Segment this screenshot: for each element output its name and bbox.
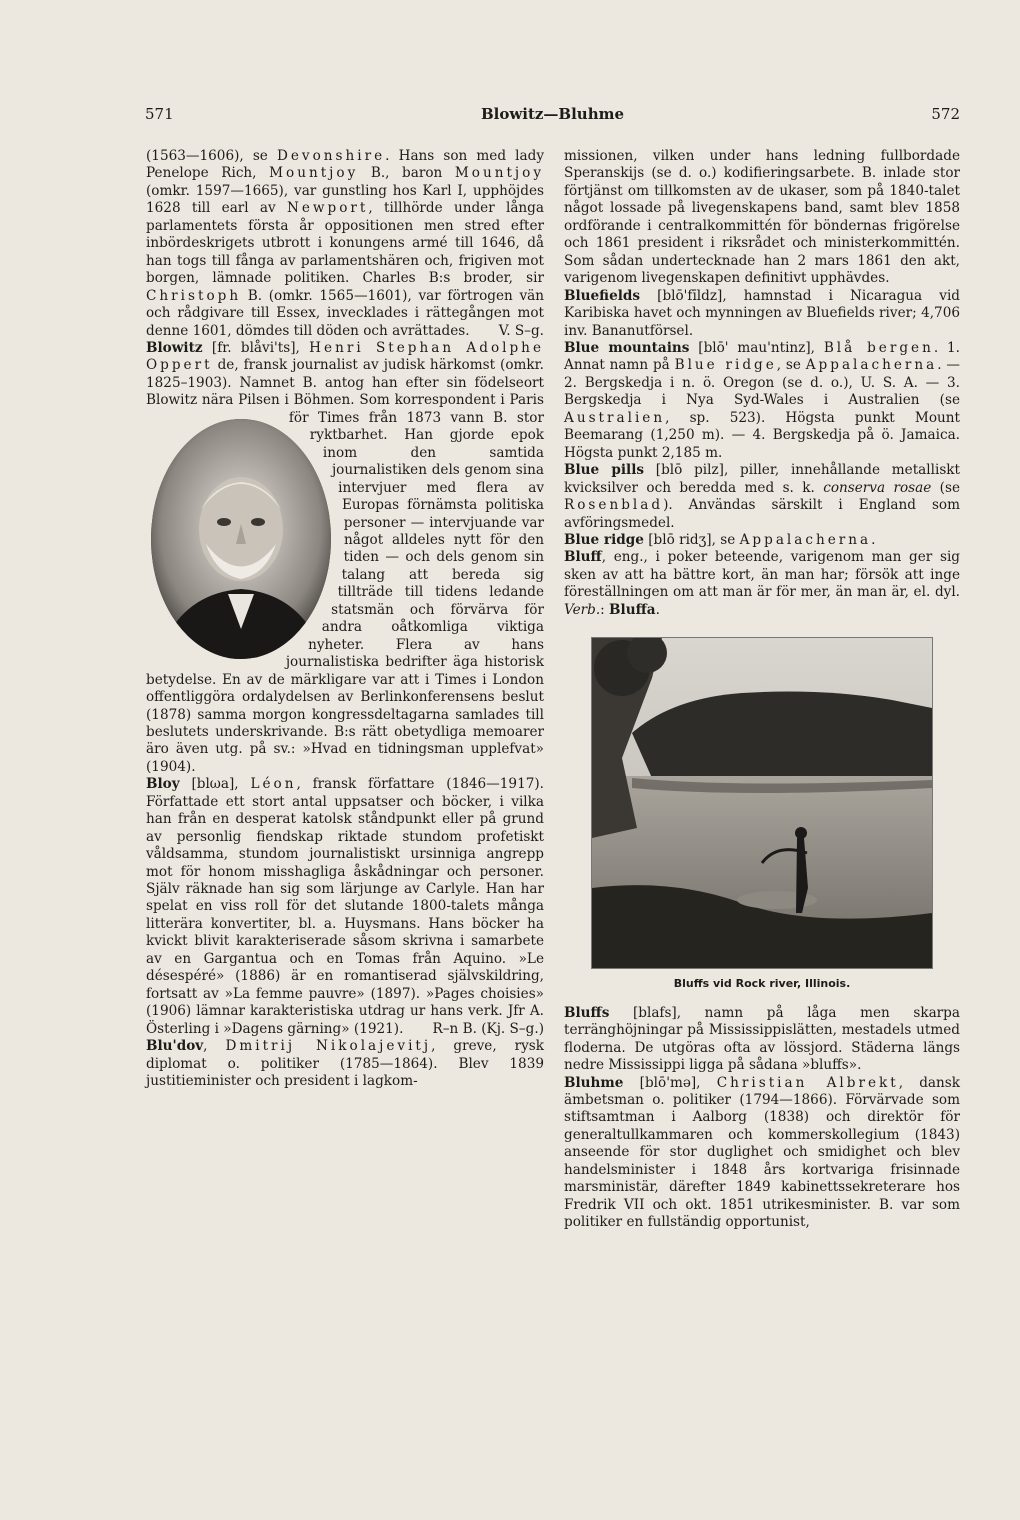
running-head: Blowitz—Bluhme [480, 105, 625, 123]
page-header [145, 105, 960, 127]
right-column [564, 148, 960, 1232]
right-column-paragraph: Bluhme [blō'mə], Christian Albrekt, dansk ämbetsman o. politiker (1794—1866). Förvärvade som stiftsamtman i Aalborg (1838) och direktör för generaltullkammaren och kommerskollegium (1843) anseende för stor duglighet och smidighet och blev handelsminister i 1848 års kortvariga frisinnade marsministär, därefter 1849 kabinettssekreterare hos Fredrik VII och okt. 1851 utrikesminister. B. var som politiker en fullständig opportunist, [564, 1074, 960, 1231]
blowitz-portrait [146, 414, 336, 664]
left-column-paragraph: Blu'dov, Dmitrij Nikolajevitj, greve, rysk diplomat o. politiker (1785—1864). Blev 1839 justitieminister och president i lagkom- [146, 1038, 544, 1090]
left-column-paragraph: Blowitz [fr. blåvi'ts], Henri Stephan Adolphe Oppert de, fransk journalist av judisk härkomst (omkr. 1825–1903). Namnet B. antog han efter sin födelseort Blowitz nära Pilsen i Böhmen. Som korrespondent i Paris för Times från 1873 vann B. stor ryktbarhet. Han gjorde epok inom den samtida journalistiken dels genom sina intervjuer med flera av Europas förnämsta politiska personer — intervjuande var något alldeles nytt för den tiden — och dels genom sin talang att bereda sig tillträde till tidens ledande statsmän och förvärva för andra oåtkomliga viktiga nyheter. Flera av hans journalistiska bedrifter äga historisk betydelse. En av de märkligare var att i Times i London offentliggöra ordalydelsen av Berlinkonferensens beslut (1878) samma morgon kongressdeltagarna samlades till beslutets underskrivande. B:s rätt obetydliga memoarer äro även utg. på sv.: »Hvad en tidningsman upplefvat» (1904). [146, 339, 544, 775]
right-column-paragraph: Bluefields [blō'fīldz], hamnstad i Nicaragua vid Karibiska havet och mynningen av Bluefields river; 4,706 inv. Bananutförsel. [564, 287, 960, 339]
figure-caption: Bluffs vid Rock river, Illinois. [673, 977, 851, 991]
left-column [146, 148, 544, 1090]
right-column-paragraph: Blue pills [blō pilz], piller, innehållande metalliskt kvicksilver och beredda med s. k. conserva rosae (se Rosenblad). Användas särskilt i England som avföringsmedel. [564, 462, 960, 531]
figure [564, 637, 960, 992]
left-column-paragraph: Bloy [blωa], Léon, fransk författare (1846—1917). Författade ett stort antal uppsatser och böcker, i vilka han från en desperat katolsk ståndpunkt eller på grund av personlig fiendskap riktade stundom profetiskt våldsamma, stundom journalistiskt ursinniga angrepp mot för honom misshagliga åskådningar och personer. Själv räknade han sig som lärjunge av Carlyle. Han har spelat en viss roll för det slutande 1800-talets många litterära konvertiter, bl. a. Huysmans. Hans böcker ha kvickt blivit karakteriserade såsom skrivna i samarbete av en Gargantua och en Tomas från Aquino. »Le désespéré» (1886) är en romantiserad självskildring, fortsatt av »La femme pauvre» (1897). »Pages choisies» (1906) lämnar karakteristiska utdrag ur hans verk. Jfr A. Österling i »Dagens gärning» (1921). R–n B. (Kj. S–g.) [146, 776, 544, 1037]
page-number-right: 572 [931, 105, 960, 123]
right-column-paragraph: Blue mountains [blō' mau'ntinz], Blå bergen. 1. Annat namn på Blue ridge, se Appalacherna. — 2. Bergskedja i n. ö. Oregon (se d. o.), U. S. A. — 3. Bergskedja i Nya Syd-Wales i Australien (se Australien, sp. 523). Högsta punkt Mount Beemarang (1,250 m). — 4. Bergskedja på ö. Jamaica. Högsta punkt 2,185 m. [564, 339, 960, 461]
right-column-paragraph: Bluffs [blafs], namn på låga men skarpa terränghöjningar på Mississippislätten, mestadels utmed floderna. De utgöras ofta av lössjord. Städerna längs nedre Mississippi ligga på sådana »bluffs». [564, 1004, 960, 1074]
page-number-left: 571 [145, 105, 174, 123]
right-column-paragraph: Blue ridge [blō ridʒ], se Appalacherna. [564, 531, 876, 548]
right-column-paragraph: Bluff, eng., i poker beteende, varigenom man ger sig sken av att ha bättre kort, än man har; försök att inge föreställningen om att man är för mer, än man är, el. dyl. Verb.: Bluffa. [564, 549, 960, 618]
left-column-paragraph: (1563—1606), se Devonshire. Hans son med lady Penelope Rich, Mountjoy B., baron Mountjoy (omkr. 1597—1665), var gunstling hos Karl I, upphöjdes 1628 till earl av Newport, tillhörde under långa parlamentets första år oppositionen men stred efter inbördeskrigets utbrott i konungens armé till 1646, då han togs till fånga av parlamentshären och, frigiven mot borgen, lämnade politiken. Charles B:s broder, sir Christoph B. (omkr. 1565—1601), var förtrogen vän och rådgivare till Essex, invecklades i rättegången mot denne 1601, dömdes till döden och avrättades. V. S–g. [146, 148, 545, 339]
right-column-paragraph: missionen, vilken under hans ledning fullbordade Speranskijs (se d. o.) kodifieringsarbete. B. inlade stor förtjänst om tillkomsten av de ukaser, som på 1840-talet något lossade på livegenskapens band, samt blev 1858 ordförande i centralkommittén för böndernas frigörelse och 1861 president i riksrådet och ministerkommittén. Som sådan undertecknade han 2 mars 1861 den akt, varigenom livegenskapen definitivt upphävdes. [564, 148, 960, 287]
river-bluffs-photo [591, 637, 933, 969]
